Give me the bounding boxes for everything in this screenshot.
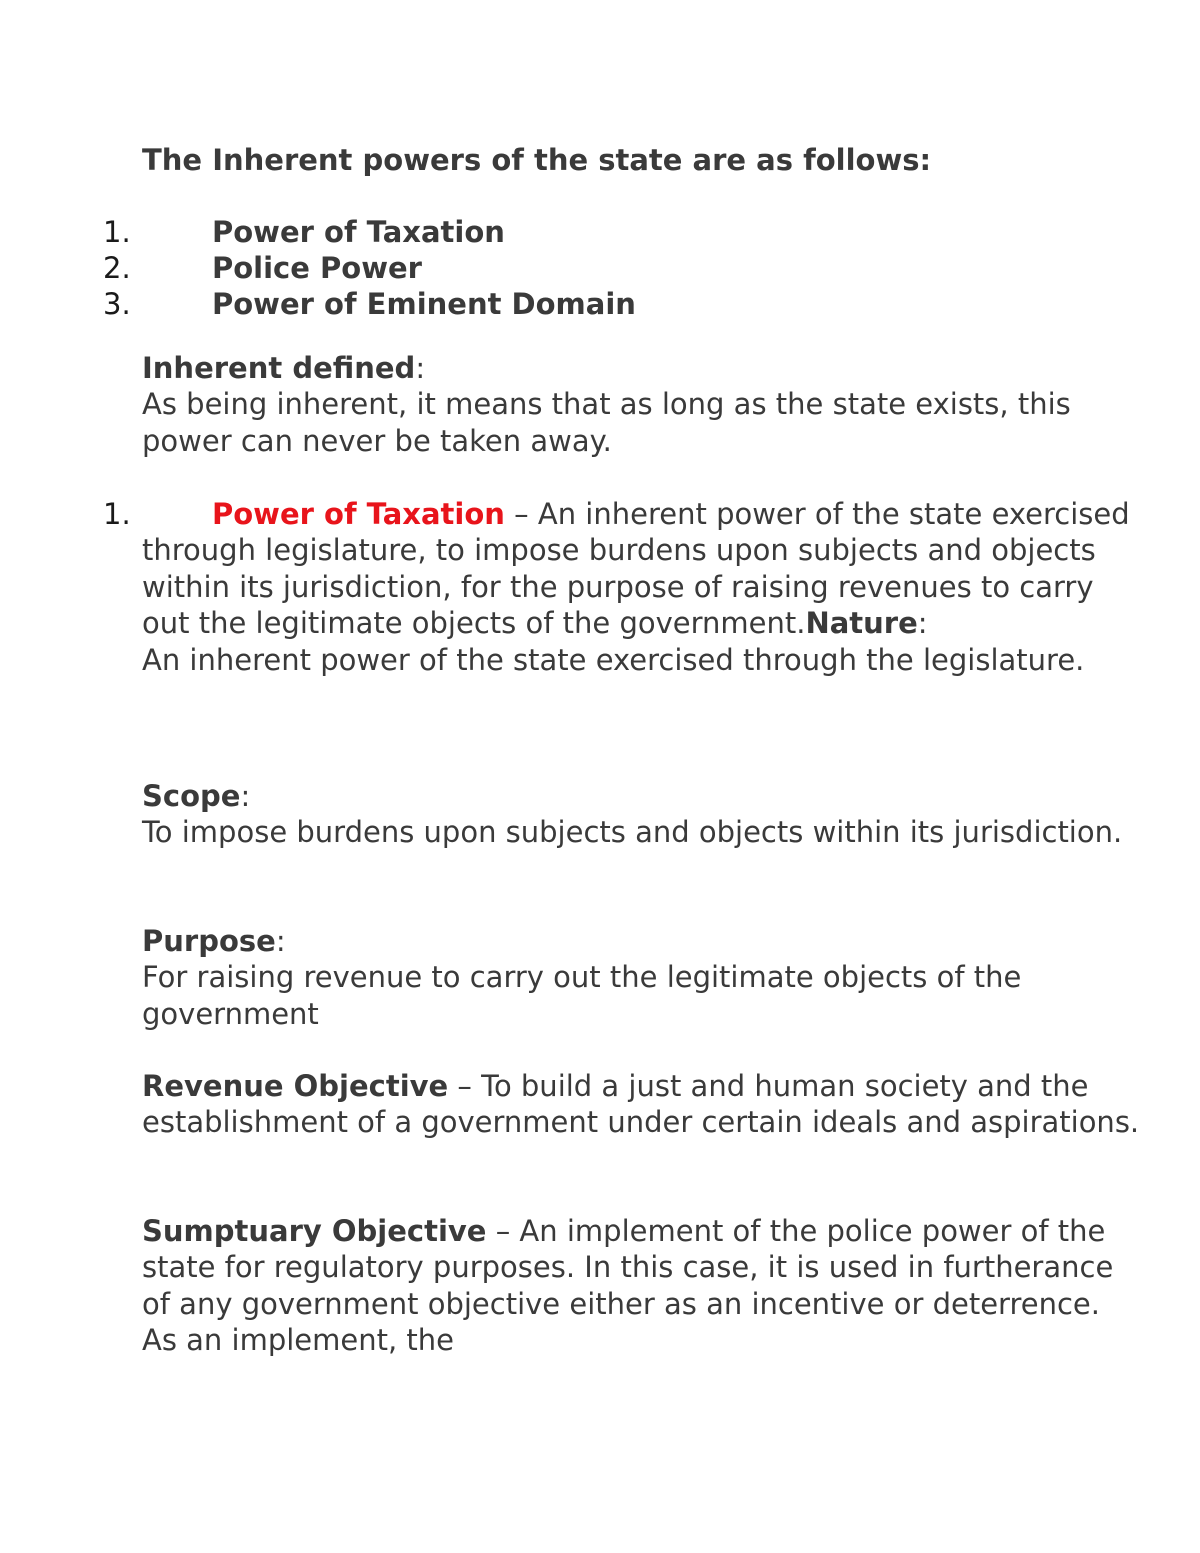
- scope-colon: :: [240, 779, 251, 813]
- revenue-text: – To build a just and human society and the establishment of a government under certain ideals and aspirations.: [142, 1069, 1140, 1140]
- taxation-definition: – An inherent power of the state exercised through legislature, to impose burdens upon subjects and objects within its jurisdiction, for the purpose of raising revenues to carry out the legitimate objects of the government.: [142, 497, 1130, 641]
- nature-text: An inherent power of the state exercised through the legislature.: [142, 642, 1085, 677]
- purpose-section: [142, 923, 1142, 1032]
- section-number: 1.: [103, 497, 131, 531]
- scope-term: Scope: [142, 779, 241, 813]
- inherent-text: As being inherent, it means that as long as the state exists, this power can never be taken away.: [142, 387, 1071, 458]
- list-number: 3.: [103, 287, 131, 321]
- inherent-colon: :: [415, 351, 426, 385]
- sumptuary-text: – An implement of the police power of the state for regulatory purposes. In this case, it is used in furtherance of any government objective either as an incentive or deterrence. As an implement, the: [142, 1214, 1114, 1358]
- list-item-eminent-domain: Power of Eminent Domain: [212, 287, 636, 321]
- nature-term: Nature: [805, 606, 918, 641]
- inherent-term: Inherent defined: [142, 351, 416, 385]
- list-number: 2.: [103, 251, 131, 285]
- document-heading: The Inherent powers of the state are as follows:: [142, 143, 932, 177]
- revenue-objective-section: [142, 1068, 1142, 1141]
- sumptuary-objective-section: [142, 1213, 1142, 1359]
- scope-section: [142, 778, 1142, 851]
- taxation-title: Power of Taxation: [212, 497, 505, 531]
- list-item-police-power: Police Power: [212, 251, 422, 285]
- nature-colon: :: [917, 606, 928, 641]
- purpose-colon: :: [275, 924, 286, 958]
- list-number: 1.: [103, 215, 131, 249]
- inherent-definition: [142, 350, 1142, 459]
- revenue-term: Revenue Objective: [142, 1069, 449, 1103]
- list-item-taxation: Power of Taxation: [212, 215, 505, 249]
- scope-text: To impose burdens upon subjects and objects within its jurisdiction.: [142, 815, 1123, 850]
- taxation-section: [142, 496, 1142, 678]
- purpose-text: For raising revenue to carry out the legitimate objects of the government: [142, 960, 1022, 1031]
- sumptuary-term: Sumptuary Objective: [142, 1214, 487, 1248]
- taxation-paragraph: [142, 496, 1142, 642]
- purpose-term: Purpose: [142, 924, 276, 958]
